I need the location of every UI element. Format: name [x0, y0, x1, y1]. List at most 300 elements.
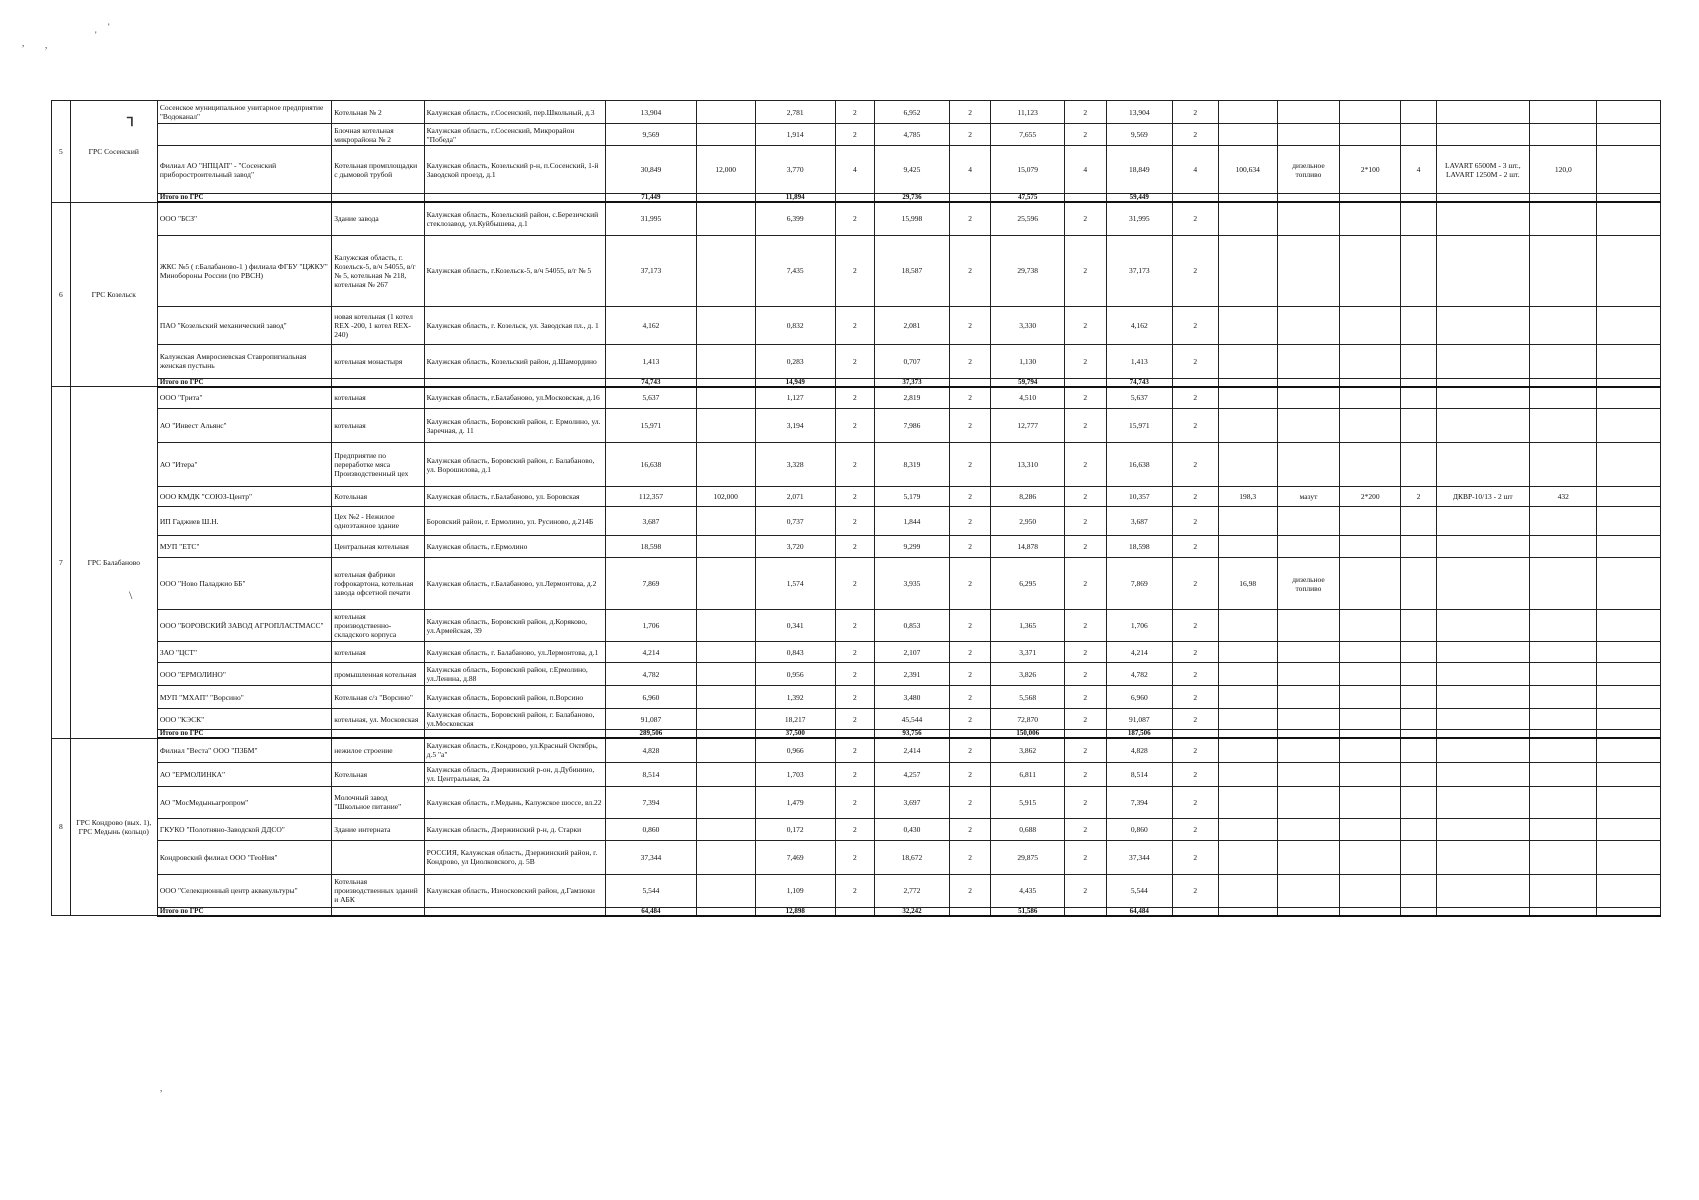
value-cell	[1597, 235, 1661, 306]
empty-cell	[332, 194, 424, 203]
value-cell: 3,687	[1106, 507, 1172, 536]
value-cell	[1530, 443, 1597, 487]
value-cell: 2	[835, 874, 874, 907]
value-cell: 2*100	[1340, 146, 1401, 194]
value-cell	[696, 306, 755, 344]
value-cell: 2	[949, 738, 991, 762]
value-cell: 18,598	[1106, 536, 1172, 558]
total-label: Итого по ГРС	[157, 378, 331, 387]
total-value	[1340, 194, 1401, 203]
value-cell: 2,781	[755, 101, 835, 124]
total-value	[1218, 194, 1277, 203]
value-cell: 2	[1065, 642, 1107, 663]
value-cell	[1401, 507, 1436, 536]
value-cell	[1436, 709, 1529, 730]
object-name: нежилое строение	[332, 738, 424, 762]
value-cell: 11,123	[991, 101, 1065, 124]
value-cell	[1340, 840, 1401, 874]
total-value	[1436, 730, 1529, 739]
total-value	[949, 907, 991, 916]
value-cell: 2	[1172, 738, 1218, 762]
table-row	[52, 202, 1661, 235]
value-cell	[1597, 818, 1661, 840]
org-name: ЗАО "ЦСТ"	[157, 642, 331, 663]
value-cell	[1530, 235, 1597, 306]
value-cell: 18,672	[875, 840, 950, 874]
value-cell	[1530, 306, 1597, 344]
total-value	[1218, 378, 1277, 387]
total-value: 14,949	[755, 378, 835, 387]
org-name: ООО "БСЗ"	[157, 202, 331, 235]
value-cell	[1401, 762, 1436, 786]
value-cell: 3,862	[991, 738, 1065, 762]
table-row	[52, 686, 1661, 709]
value-cell: 2	[949, 443, 991, 487]
value-cell: 2	[1065, 663, 1107, 686]
value-cell	[1277, 610, 1339, 642]
table-row	[52, 738, 1661, 762]
empty-cell	[332, 730, 424, 739]
value-cell	[1436, 536, 1529, 558]
value-cell	[1277, 663, 1339, 686]
value-cell	[1436, 840, 1529, 874]
value-cell: 16,638	[606, 443, 696, 487]
address: Калужская область, г.Козельск-5, в/ч 54055, в/г № 5	[424, 235, 606, 306]
value-cell	[1597, 146, 1661, 194]
value-cell	[1340, 818, 1401, 840]
value-cell: 2	[949, 536, 991, 558]
value-cell: 37,344	[606, 840, 696, 874]
value-cell	[1218, 507, 1277, 536]
value-cell	[1218, 536, 1277, 558]
value-cell: 2	[1065, 762, 1107, 786]
value-cell: 1,413	[1106, 344, 1172, 378]
value-cell: 2	[1172, 558, 1218, 610]
value-cell	[1277, 786, 1339, 818]
value-cell	[696, 709, 755, 730]
value-cell	[1597, 642, 1661, 663]
value-cell: 1,844	[875, 507, 950, 536]
value-cell	[1218, 101, 1277, 124]
total-value: 37,373	[875, 378, 950, 387]
value-cell: 2	[835, 124, 874, 146]
value-cell: 29,875	[991, 840, 1065, 874]
value-cell: 1,365	[991, 610, 1065, 642]
value-cell	[1277, 536, 1339, 558]
table-row	[52, 536, 1661, 558]
org-name: ООО "ЕРМОЛИНО"	[157, 663, 331, 686]
value-cell: 2	[1065, 202, 1107, 235]
value-cell: 2	[949, 663, 991, 686]
value-cell	[696, 409, 755, 443]
object-name: Котельная № 2	[332, 101, 424, 124]
org-name: Кондровский филиал ООО "ГеоНия"	[157, 840, 331, 874]
value-cell: 2	[949, 558, 991, 610]
org-name: Филиал "Веста" ООО "ПЗБМ"	[157, 738, 331, 762]
total-value	[1597, 194, 1661, 203]
value-cell: 5,544	[606, 874, 696, 907]
total-value	[1277, 730, 1339, 739]
value-cell	[1436, 686, 1529, 709]
total-value: 289,506	[606, 730, 696, 739]
value-cell: 3,194	[755, 409, 835, 443]
total-value: 59,449	[1106, 194, 1172, 203]
value-cell	[1530, 709, 1597, 730]
value-cell	[1218, 818, 1277, 840]
address: Калужская область, Дзержинский р-н, д. Старки	[424, 818, 606, 840]
address: Калужская область, г.Сосенский, пер.Школьный, д.3	[424, 101, 606, 124]
table-row	[52, 443, 1661, 487]
value-cell: 2	[949, 101, 991, 124]
value-cell	[1597, 409, 1661, 443]
value-cell: 2,819	[875, 387, 950, 409]
total-value	[696, 194, 755, 203]
value-cell	[1530, 387, 1597, 409]
value-cell	[1218, 202, 1277, 235]
value-cell: 91,087	[1106, 709, 1172, 730]
value-cell: 2	[1065, 786, 1107, 818]
value-cell: 2	[835, 709, 874, 730]
value-cell: 2	[949, 610, 991, 642]
value-cell: 7,986	[875, 409, 950, 443]
value-cell	[1530, 409, 1597, 443]
value-cell: 0,341	[755, 610, 835, 642]
value-cell: 15,079	[991, 146, 1065, 194]
value-cell	[1218, 663, 1277, 686]
object-name: Котельная производственных зданий и АБК	[332, 874, 424, 907]
value-cell: 31,995	[1106, 202, 1172, 235]
value-cell	[1530, 663, 1597, 686]
value-cell	[1277, 738, 1339, 762]
value-cell	[1277, 101, 1339, 124]
value-cell: 5,544	[1106, 874, 1172, 907]
value-cell	[1436, 738, 1529, 762]
value-cell	[1218, 235, 1277, 306]
value-cell	[1401, 558, 1436, 610]
value-cell: 0,860	[606, 818, 696, 840]
value-cell: 2,081	[875, 306, 950, 344]
value-cell	[1340, 686, 1401, 709]
value-cell	[1530, 762, 1597, 786]
value-cell: 0,843	[755, 642, 835, 663]
value-cell: 1,127	[755, 387, 835, 409]
address: Калужская область, г.Балабаново, ул.Лермонтова, д.2	[424, 558, 606, 610]
value-cell: 2	[1065, 709, 1107, 730]
value-cell	[1597, 874, 1661, 907]
table-row	[52, 507, 1661, 536]
value-cell	[1277, 202, 1339, 235]
value-cell: 4	[1172, 146, 1218, 194]
value-cell: 2,107	[875, 642, 950, 663]
value-cell	[1597, 101, 1661, 124]
value-cell	[696, 663, 755, 686]
value-cell: 2,414	[875, 738, 950, 762]
object-name: промышленная котельная	[332, 663, 424, 686]
object-name: котельная, ул. Московская	[332, 709, 424, 730]
value-cell: 2	[835, 786, 874, 818]
value-cell	[1277, 709, 1339, 730]
org-name: ИП Гаджиев Ш.Н.	[157, 507, 331, 536]
value-cell: 2	[835, 818, 874, 840]
value-cell: 2,071	[755, 487, 835, 507]
total-value	[1340, 730, 1401, 739]
value-cell	[1530, 558, 1597, 610]
total-value: 11,894	[755, 194, 835, 203]
object-name: Блочная котельная микрорайона № 2	[332, 124, 424, 146]
address: Боровский район, г. Ермолино, ул. Русиново, д.214Б	[424, 507, 606, 536]
total-value: 74,743	[1106, 378, 1172, 387]
value-cell: 7,869	[606, 558, 696, 610]
value-cell: 4,782	[1106, 663, 1172, 686]
value-cell: 2	[1172, 686, 1218, 709]
value-cell	[1401, 306, 1436, 344]
value-cell	[1401, 874, 1436, 907]
org-name: АО "Итера"	[157, 443, 331, 487]
value-cell	[1218, 443, 1277, 487]
total-value	[835, 730, 874, 739]
value-cell: 1,706	[606, 610, 696, 642]
value-cell	[1218, 686, 1277, 709]
value-cell	[696, 840, 755, 874]
total-value	[1401, 730, 1436, 739]
address: Калужская область, Козельский р-н, п.Сосенский, 1-й Заводской проезд, д.1	[424, 146, 606, 194]
value-cell	[1277, 344, 1339, 378]
value-cell: 4,162	[1106, 306, 1172, 344]
value-cell	[696, 202, 755, 235]
value-cell: 9,569	[1106, 124, 1172, 146]
value-cell	[1436, 235, 1529, 306]
value-cell	[1340, 306, 1401, 344]
value-cell	[1340, 409, 1401, 443]
org-name: ООО КМДК "СОЮЗ-Центр"	[157, 487, 331, 507]
value-cell: 2	[1172, 663, 1218, 686]
value-cell	[1436, 610, 1529, 642]
value-cell: 2	[835, 610, 874, 642]
value-cell: 14,878	[991, 536, 1065, 558]
value-cell	[1597, 507, 1661, 536]
value-cell: 15,971	[606, 409, 696, 443]
empty-cell	[424, 378, 606, 387]
value-cell: 8,319	[875, 443, 950, 487]
value-cell: 6,952	[875, 101, 950, 124]
value-cell: 2	[1065, 443, 1107, 487]
value-cell: 2	[835, 235, 874, 306]
value-cell: 72,870	[991, 709, 1065, 730]
value-cell	[1218, 610, 1277, 642]
value-cell: 2,772	[875, 874, 950, 907]
value-cell: 0,737	[755, 507, 835, 536]
value-cell: 120,0	[1530, 146, 1597, 194]
value-cell	[696, 874, 755, 907]
value-cell: 2	[1172, 786, 1218, 818]
value-cell	[1436, 443, 1529, 487]
value-cell	[696, 536, 755, 558]
grs-name: ГРС Балабаново	[70, 387, 157, 739]
total-value: 71,449	[606, 194, 696, 203]
value-cell	[1340, 874, 1401, 907]
value-cell: 5,915	[991, 786, 1065, 818]
org-name	[157, 124, 331, 146]
total-value	[1172, 730, 1218, 739]
object-name: Предприятие по переработке мяса Производственный цех	[332, 443, 424, 487]
value-cell: 2	[835, 306, 874, 344]
value-cell: 6,960	[606, 686, 696, 709]
value-cell: 2	[1065, 487, 1107, 507]
value-cell: 2	[949, 786, 991, 818]
table-row	[52, 874, 1661, 907]
table-row	[52, 642, 1661, 663]
value-cell	[1401, 840, 1436, 874]
address: Калужская область, Дзержинский р-он, д.Дубинино, ул. Центральная, 2а	[424, 762, 606, 786]
value-cell: 2	[949, 709, 991, 730]
value-cell: 2	[1172, 124, 1218, 146]
address: РОССИЯ, Калужская область, Дзержинский район, г. Кондрово, ул Циолковского, д. 5В	[424, 840, 606, 874]
value-cell	[1436, 874, 1529, 907]
total-value	[1172, 907, 1218, 916]
value-cell: 0,707	[875, 344, 950, 378]
object-name: Центральная котельная	[332, 536, 424, 558]
value-cell: 3,687	[606, 507, 696, 536]
value-cell	[1218, 306, 1277, 344]
value-cell: 30,849	[606, 146, 696, 194]
address: Калужская область, Боровский район, п.Ворсино	[424, 686, 606, 709]
value-cell: 4	[835, 146, 874, 194]
value-cell: 5,568	[991, 686, 1065, 709]
total-label: Итого по ГРС	[157, 194, 331, 203]
value-cell: дизельное топливо	[1277, 558, 1339, 610]
value-cell: 4,257	[875, 762, 950, 786]
value-cell: 12,777	[991, 409, 1065, 443]
value-cell	[1218, 709, 1277, 730]
value-cell: 2	[835, 202, 874, 235]
value-cell: 2*200	[1340, 487, 1401, 507]
value-cell: 16,638	[1106, 443, 1172, 487]
value-cell: 3,480	[875, 686, 950, 709]
value-cell	[1340, 124, 1401, 146]
total-value	[1277, 907, 1339, 916]
value-cell	[1530, 874, 1597, 907]
value-cell: 2	[949, 409, 991, 443]
value-cell	[1277, 507, 1339, 536]
total-value	[1597, 907, 1661, 916]
value-cell	[696, 507, 755, 536]
value-cell	[1218, 874, 1277, 907]
total-value: 37,500	[755, 730, 835, 739]
value-cell	[1597, 610, 1661, 642]
value-cell	[696, 124, 755, 146]
total-value	[696, 907, 755, 916]
value-cell	[1401, 686, 1436, 709]
value-cell: 2	[1065, 124, 1107, 146]
value-cell: 3,826	[991, 663, 1065, 686]
address: Калужская область, г.Медынь, Калужское шоссе, вл.22	[424, 786, 606, 818]
value-cell: 1,574	[755, 558, 835, 610]
address: Калужская область, г.Сосенский, Микрорайон "Победа"	[424, 124, 606, 146]
value-cell	[696, 738, 755, 762]
org-name: Калужская Амвросиевская Ставропигиальная женская пустынь	[157, 344, 331, 378]
total-value	[949, 378, 991, 387]
object-name: котельная производственно-складского корпуса	[332, 610, 424, 642]
value-cell	[1530, 536, 1597, 558]
total-value	[1401, 907, 1436, 916]
total-value: 29,736	[875, 194, 950, 203]
value-cell	[1340, 387, 1401, 409]
value-cell	[1340, 443, 1401, 487]
value-cell: 2	[1172, 235, 1218, 306]
total-value: 93,756	[875, 730, 950, 739]
value-cell: 6,399	[755, 202, 835, 235]
value-cell: 2	[949, 202, 991, 235]
value-cell: 2	[1172, 874, 1218, 907]
value-cell	[1597, 663, 1661, 686]
value-cell: 0,966	[755, 738, 835, 762]
value-cell	[1218, 124, 1277, 146]
table-row	[52, 487, 1661, 507]
value-cell	[1401, 536, 1436, 558]
value-cell	[1401, 786, 1436, 818]
value-cell	[1530, 642, 1597, 663]
table-row	[52, 387, 1661, 409]
value-cell	[1530, 124, 1597, 146]
total-value: 51,586	[991, 907, 1065, 916]
address: Калужская область, Боровский район, д.Коряково, ул.Армейская, 39	[424, 610, 606, 642]
object-name: Котельная	[332, 762, 424, 786]
value-cell: 0,688	[991, 818, 1065, 840]
value-cell: 2	[835, 642, 874, 663]
value-cell: 2,950	[991, 507, 1065, 536]
value-cell	[1436, 762, 1529, 786]
value-cell	[1436, 663, 1529, 686]
value-cell	[1340, 642, 1401, 663]
value-cell: 45,544	[875, 709, 950, 730]
value-cell	[696, 818, 755, 840]
value-cell: 13,904	[606, 101, 696, 124]
total-value	[1530, 907, 1597, 916]
total-value	[1530, 730, 1597, 739]
value-cell	[1530, 786, 1597, 818]
value-cell	[696, 686, 755, 709]
total-value	[1530, 378, 1597, 387]
value-cell: 9,299	[875, 536, 950, 558]
value-cell	[1401, 344, 1436, 378]
value-cell: 102,000	[696, 487, 755, 507]
value-cell: 1,706	[1106, 610, 1172, 642]
address: Калужская область, Боровский район, г. Балабаново, ул.Московская	[424, 709, 606, 730]
value-cell	[1597, 840, 1661, 874]
value-cell	[1436, 558, 1529, 610]
address: Калужская область, г. Козельск, ул. Заводская пл., д. 1	[424, 306, 606, 344]
value-cell: 2	[835, 507, 874, 536]
org-name: ООО "БОРОВСКИЙ ЗАВОД АГРОПЛАСТМАСС"	[157, 610, 331, 642]
object-name: котельная	[332, 642, 424, 663]
value-cell	[1340, 507, 1401, 536]
object-name: котельная	[332, 387, 424, 409]
value-cell: 15,998	[875, 202, 950, 235]
value-cell: 4,214	[606, 642, 696, 663]
value-cell	[1530, 507, 1597, 536]
value-cell: 3,328	[755, 443, 835, 487]
total-value	[696, 730, 755, 739]
value-cell: 2	[949, 818, 991, 840]
value-cell: 2	[1172, 101, 1218, 124]
value-cell	[1436, 344, 1529, 378]
value-cell: 7,394	[606, 786, 696, 818]
total-value: 59,794	[991, 378, 1065, 387]
value-cell: 2	[1065, 387, 1107, 409]
value-cell	[1436, 409, 1529, 443]
value-cell: 5,637	[606, 387, 696, 409]
table-row	[52, 786, 1661, 818]
